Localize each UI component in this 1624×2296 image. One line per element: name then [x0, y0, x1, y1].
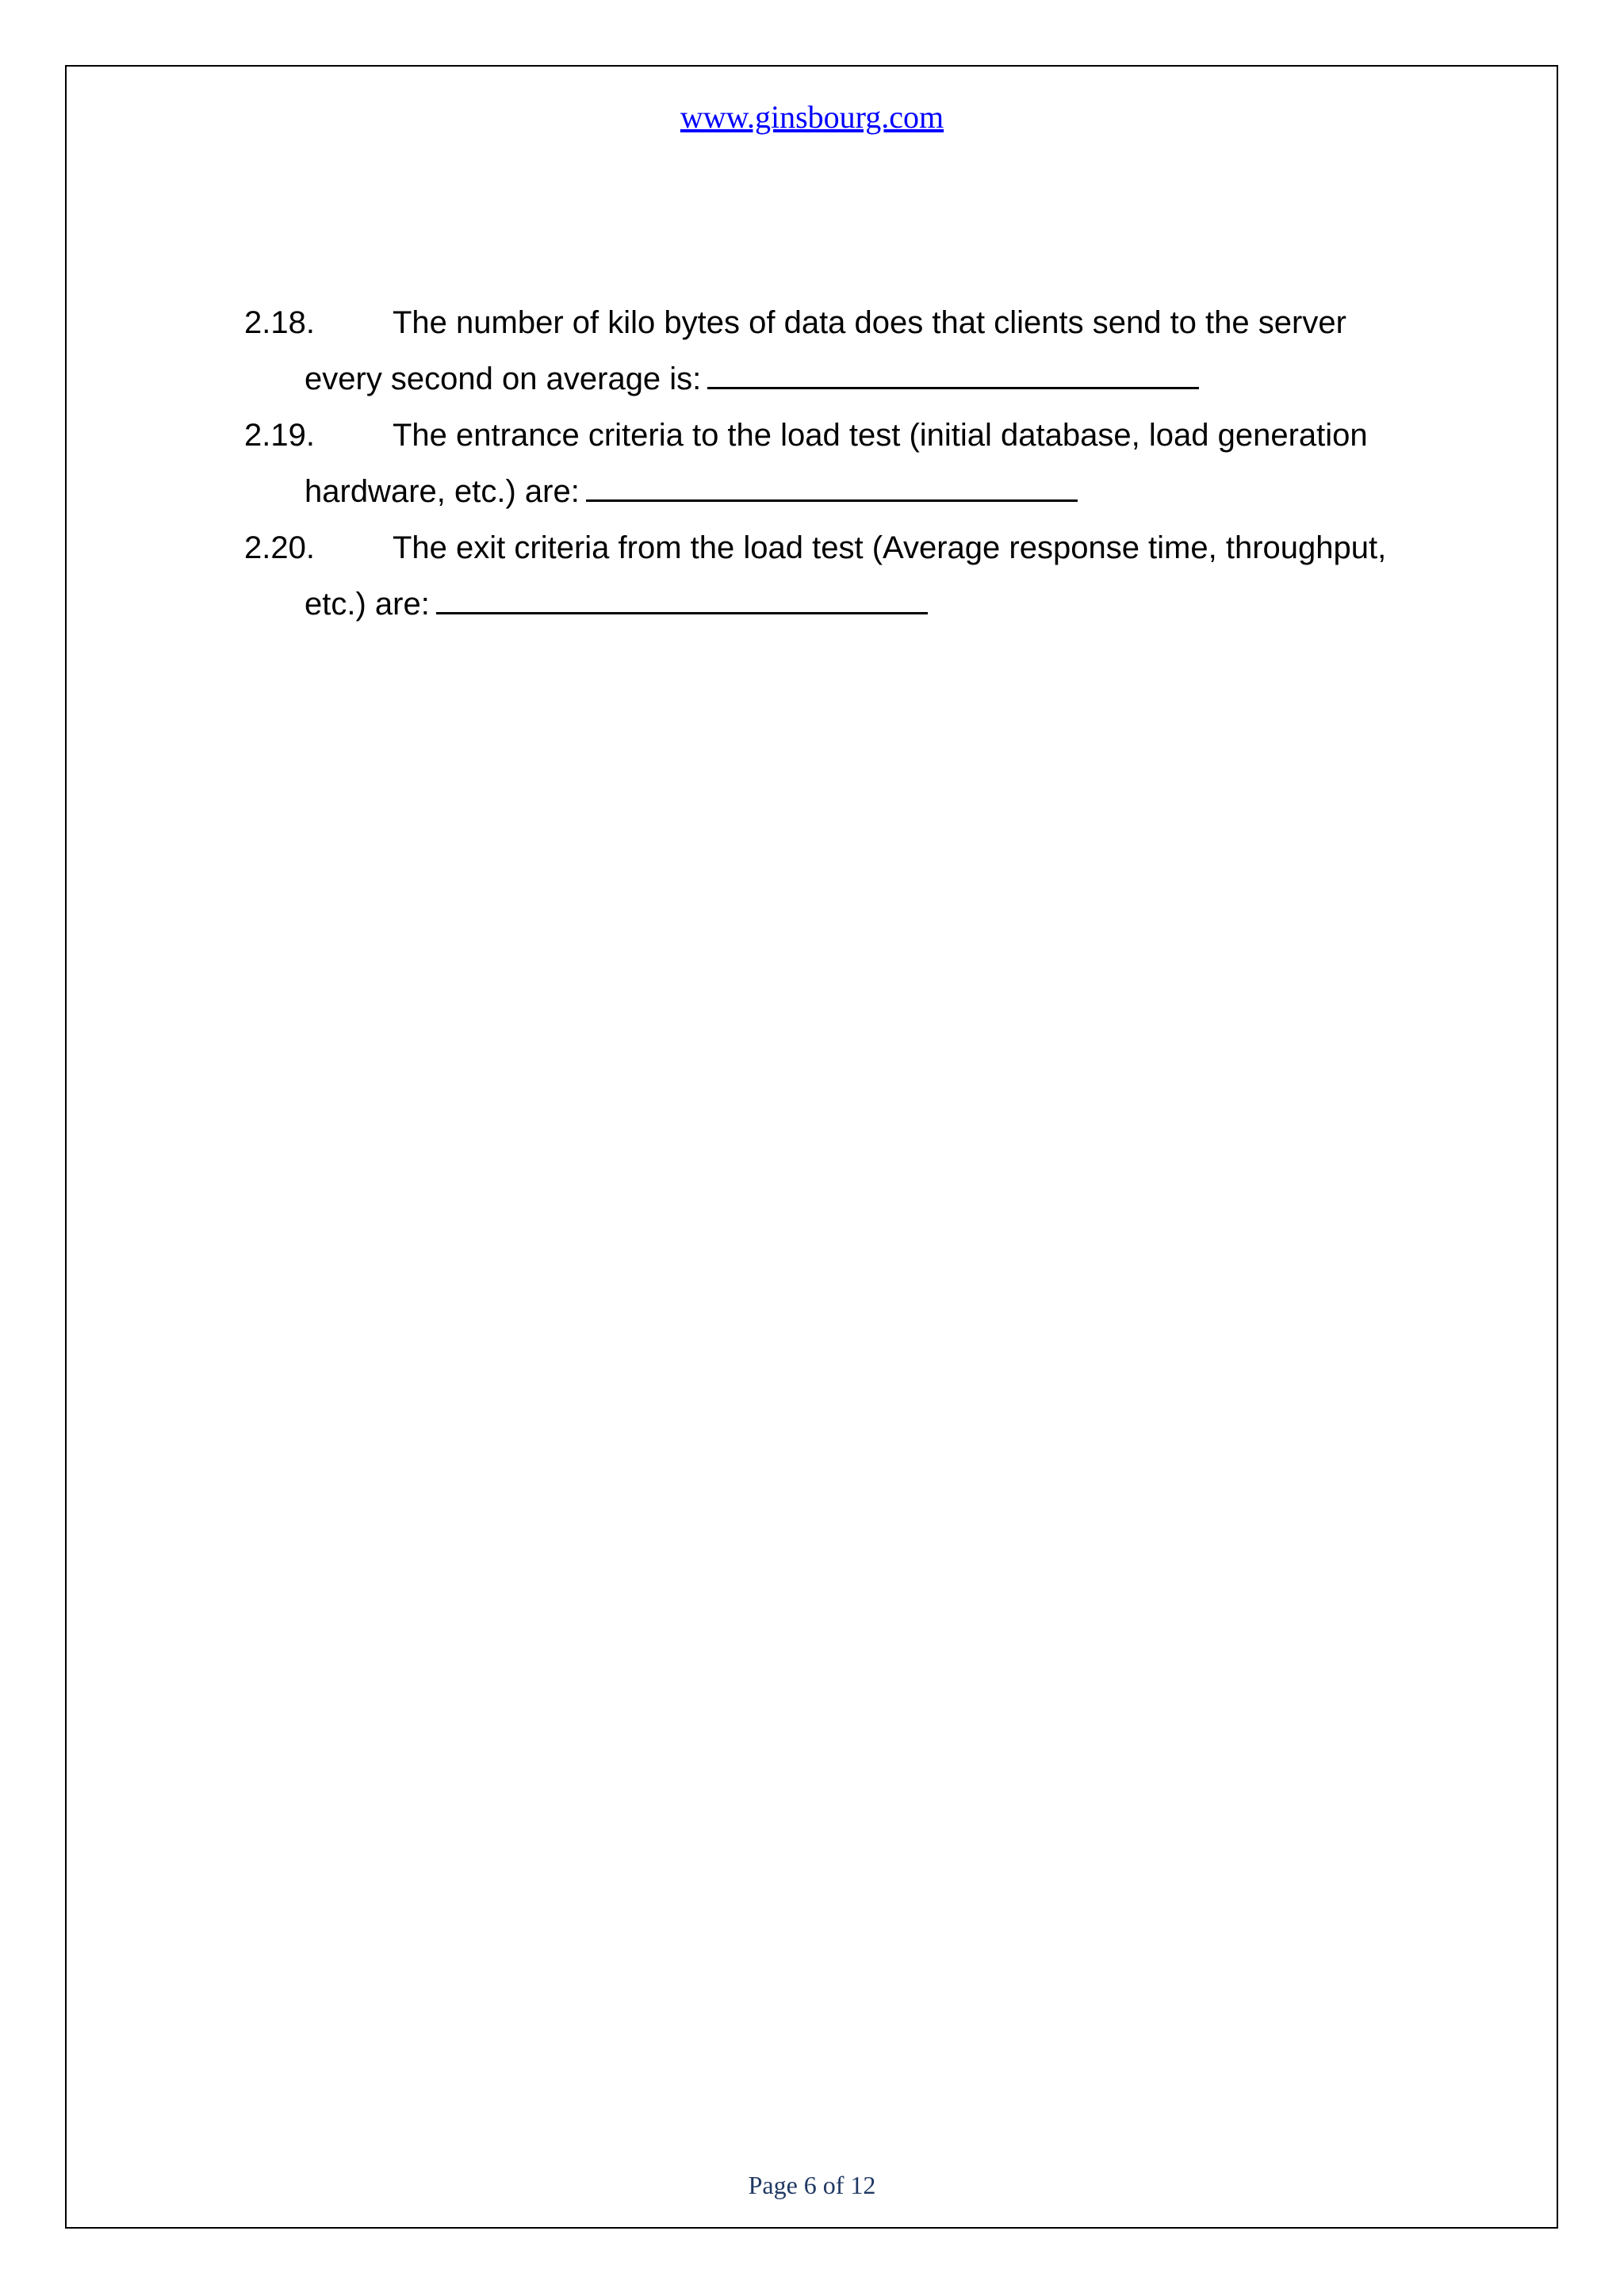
question-number: 2.20.	[244, 530, 315, 565]
question-text: The entrance criteria to the load test (initial database, load generation	[393, 418, 1368, 453]
question-2-18	[244, 295, 1434, 408]
answer-blank[interactable]	[436, 577, 928, 614]
question-text-continued: hardware, etc.) are:	[304, 474, 580, 509]
question-text: The number of kilo bytes of data does that clients send to the server	[393, 305, 1346, 340]
question-text: The exit criteria from the load test (Average response time, throughput,	[393, 530, 1387, 565]
answer-blank[interactable]	[586, 465, 1078, 502]
page-number: Page 6 of 12	[748, 2171, 876, 2199]
question-number: 2.19.	[244, 418, 315, 453]
question-text-continued: every second on average is:	[304, 362, 702, 396]
question-2-19	[244, 408, 1434, 520]
question-list	[244, 295, 1434, 633]
question-text-continued: etc.) are:	[304, 587, 430, 622]
question-2-20	[244, 520, 1434, 633]
website-link[interactable]: www.ginsbourg.com	[680, 99, 944, 135]
question-number: 2.18.	[244, 305, 315, 340]
answer-blank[interactable]	[707, 352, 1199, 389]
